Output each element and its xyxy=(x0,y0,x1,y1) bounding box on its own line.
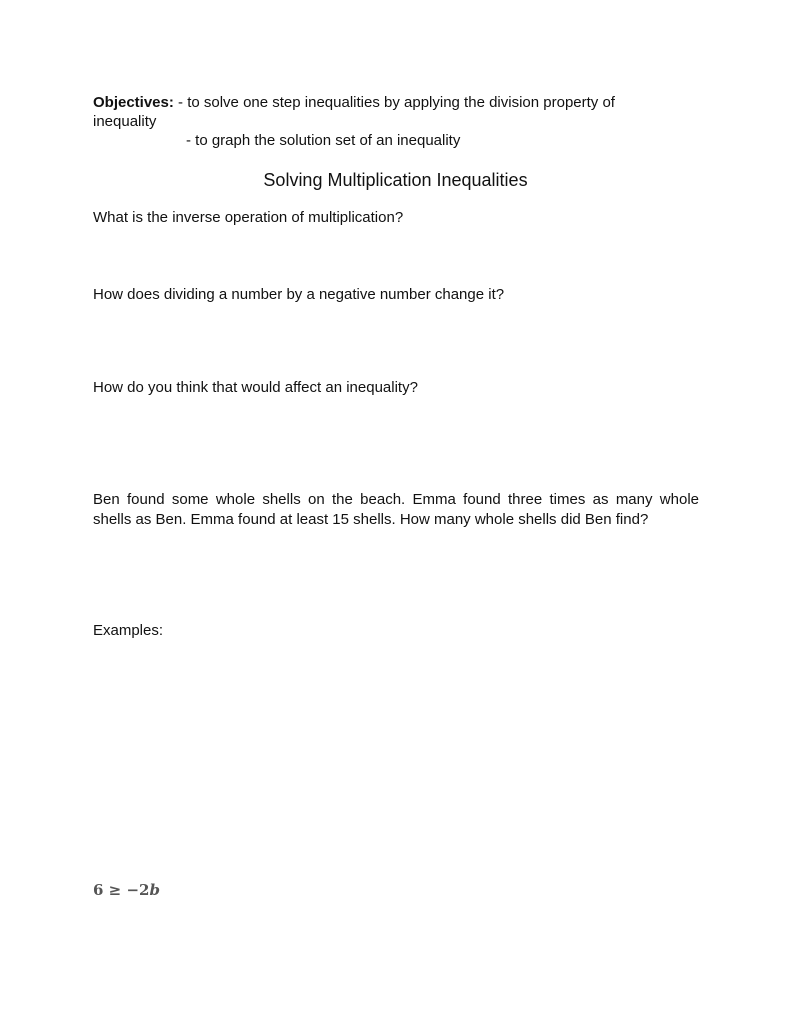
objective-1-text: - to solve one step inequalities by applying the division property of xyxy=(173,94,615,111)
objective-1-wrap: inequality xyxy=(93,113,157,130)
example-left-value: 6 xyxy=(93,881,104,899)
question-affect-inequality: How do you think that would affect an inequality? xyxy=(93,379,418,396)
question-inverse-operation: What is the inverse operation of multiplication? xyxy=(93,209,404,226)
word-problem-line-2: shells as Ben. Emma found at least 15 shells. How many whole shells did Ben find? xyxy=(93,511,649,528)
examples-label: Examples: xyxy=(93,622,164,639)
objectives-line-1 xyxy=(93,93,615,112)
example-inequality xyxy=(93,881,160,899)
objectives-label: Objectives: xyxy=(93,94,174,111)
word-problem-line-1: Ben found some whole shells on the beach. Emma found three times as many whole xyxy=(93,491,699,508)
example-variable: b xyxy=(149,881,160,899)
example-operator: ≥ xyxy=(108,881,122,899)
objective-2-text: - to graph the solution set of an inequality xyxy=(186,132,461,149)
worksheet-title: Solving Multiplication Inequalities xyxy=(263,170,528,190)
question-dividing-negative: How does dividing a number by a negative number change it? xyxy=(93,286,505,303)
example-right-coefficient: −2 xyxy=(126,881,150,899)
